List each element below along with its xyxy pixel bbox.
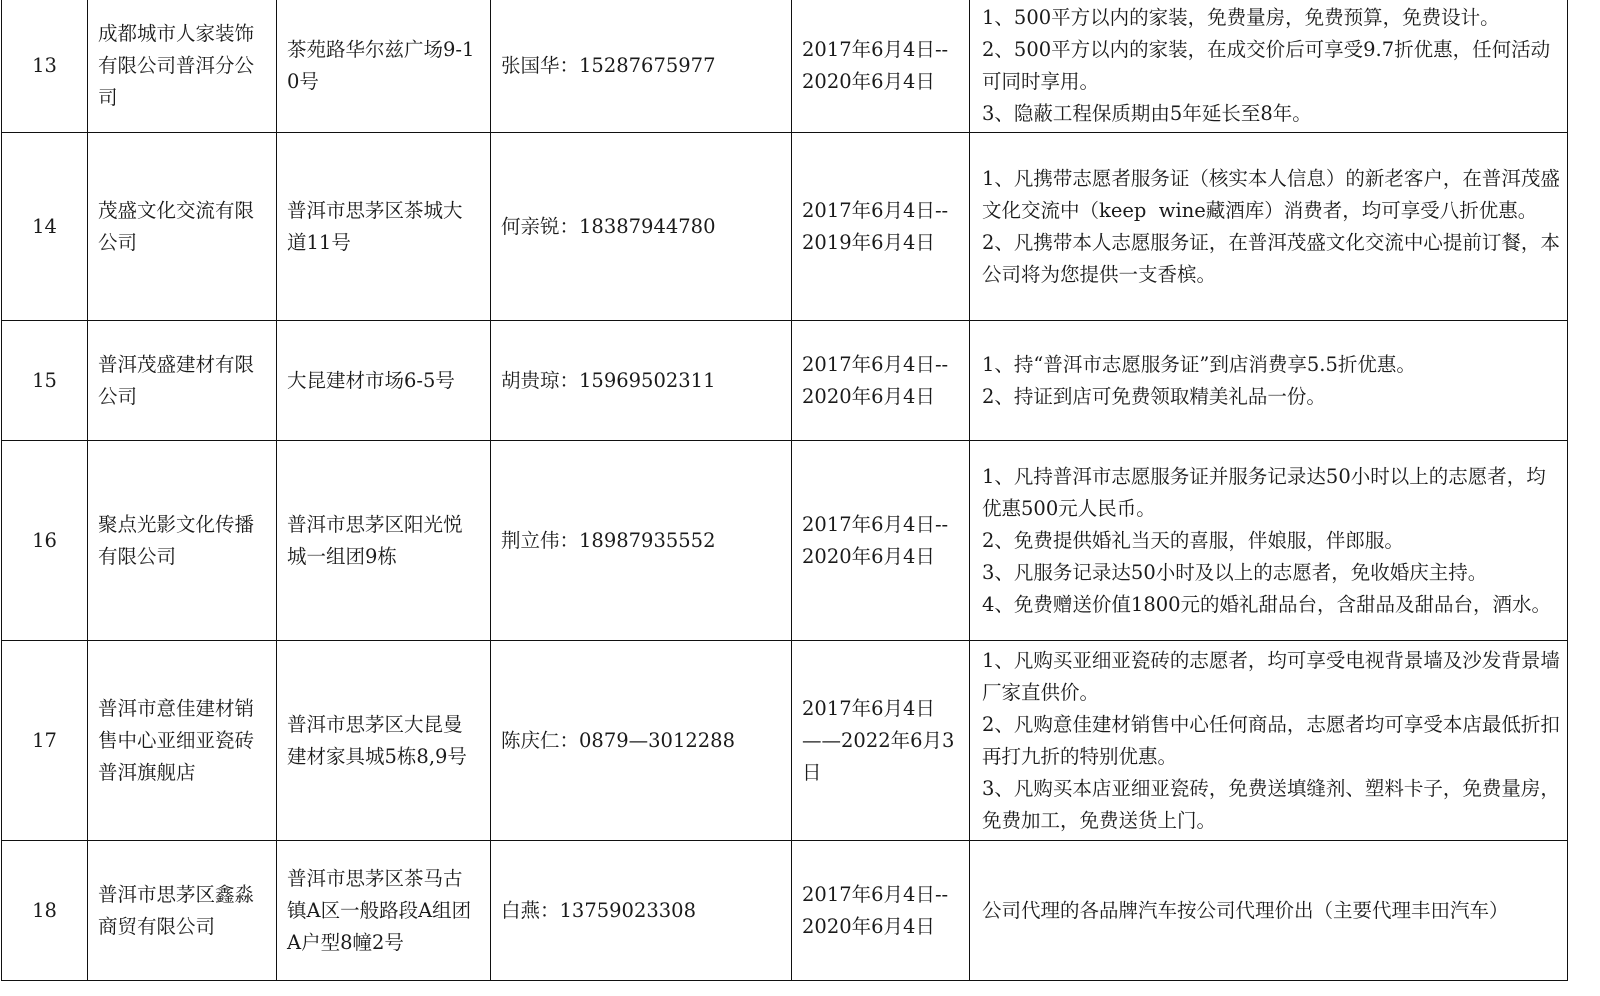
company-name: 普洱茂盛建材有限公司 — [88, 321, 277, 441]
company-name: 普洱市思茅区鑫淼商贸有限公司 — [88, 841, 277, 981]
address: 大昆建材市场6-5号 — [277, 321, 491, 441]
validity-period: 2017年6月4日--2020年6月4日 — [792, 441, 970, 641]
row-number: 13 — [2, 0, 88, 133]
contact-info: 张国华：15287675977 — [491, 0, 792, 133]
table-row — [2, 133, 1568, 321]
validity-period: 2017年6月4日--2020年6月4日 — [792, 841, 970, 981]
address: 普洱市思茅区茶马古镇A区一般路段A组团A户型8幢2号 — [277, 841, 491, 981]
company-name: 茂盛文化交流有限公司 — [88, 133, 277, 321]
table-row — [2, 641, 1568, 841]
validity-period: 2017年6月4日--2020年6月4日 — [792, 321, 970, 441]
contact-info: 荆立伟：18987935552 — [491, 441, 792, 641]
benefit-item: 1、凡购买亚细亚瓷砖的志愿者，均可享受电视背景墙及沙发背景墙厂家直供价。 — [982, 648, 1560, 704]
benefit-item: 公司代理的各品牌汽车按公司代理价出（主要代理丰田汽车） — [982, 898, 1509, 922]
benefit-item: 3、凡服务记录达50小时及以上的志愿者，免收婚庆主持。 — [982, 560, 1488, 584]
company-name: 聚点光影文化传播有限公司 — [88, 441, 277, 641]
merchant-discount-table — [1, 0, 1568, 981]
table-row — [2, 321, 1568, 441]
validity-period: 2017年6月4日——2022年6月3日 — [792, 641, 970, 841]
benefits-cell — [970, 441, 1568, 641]
benefits-cell — [970, 0, 1568, 133]
benefit-item: 4、免费赠送价值1800元的婚礼甜品台，含甜品及甜品台，酒水。 — [982, 592, 1552, 616]
contact-info: 白燕：13759023308 — [491, 841, 792, 981]
row-number: 16 — [2, 441, 88, 641]
table-row — [2, 841, 1568, 981]
benefit-item: 2、凡购意佳建材销售中心任何商品，志愿者均可享受本店最低折扣再打九折的特别优惠。 — [982, 712, 1560, 768]
table-row — [2, 0, 1568, 133]
contact-info: 胡贵琼：15969502311 — [491, 321, 792, 441]
row-number: 18 — [2, 841, 88, 981]
row-number: 17 — [2, 641, 88, 841]
validity-period: 2017年6月4日--2019年6月4日 — [792, 133, 970, 321]
table-body — [2, 0, 1568, 981]
benefit-item: 1、500平方以内的家装，免费量房，免费预算，免费设计。 — [982, 5, 1500, 29]
validity-period: 2017年6月4日--2020年6月4日 — [792, 0, 970, 133]
benefit-item: 2、凡携带本人志愿服务证，在普洱茂盛文化交流中心提前订餐，本公司将为您提供一支香槟。 — [982, 230, 1560, 286]
benefits-cell — [970, 321, 1568, 441]
benefits-cell — [970, 133, 1568, 321]
benefit-item: 2、持证到店可免费领取精美礼品一份。 — [982, 384, 1326, 408]
benefit-item: 3、隐蔽工程保质期由5年延长至8年。 — [982, 101, 1312, 125]
address: 茶苑路华尔兹广场9-10号 — [277, 0, 491, 133]
address: 普洱市思茅区大昆曼建材家具城5栋8,9号 — [277, 641, 491, 841]
benefits-cell — [970, 841, 1568, 981]
benefit-item: 1、持“普洱市志愿服务证”到店消费享5.5折优惠。 — [982, 352, 1416, 376]
benefit-item: 1、凡持普洱市志愿服务证并服务记录达50小时以上的志愿者，均优惠500元人民币。 — [982, 464, 1546, 520]
contact-info: 何亲锐：18387944780 — [491, 133, 792, 321]
contact-info: 陈庆仁：0879—3012288 — [491, 641, 792, 841]
table-row — [2, 441, 1568, 641]
benefit-item: 2、免费提供婚礼当天的喜服，伴娘服，伴郎服。 — [982, 528, 1404, 552]
row-number: 14 — [2, 133, 88, 321]
benefit-item: 1、凡携带志愿者服务证（核实本人信息）的新老客户，在普洱茂盛文化交流中（keep wine藏酒库）消费者，均可享受八折优惠。 — [982, 166, 1560, 222]
address: 普洱市思茅区阳光悦城一组团9栋 — [277, 441, 491, 641]
company-name: 普洱市意佳建材销售中心亚细亚瓷砖普洱旗舰店 — [88, 641, 277, 841]
address: 普洱市思茅区茶城大道11号 — [277, 133, 491, 321]
benefits-cell — [970, 641, 1568, 841]
row-number: 15 — [2, 321, 88, 441]
benefit-item: 2、500平方以内的家装，在成交价后可享受9.7折优惠，任何活动可同时享用。 — [982, 37, 1551, 93]
company-name: 成都城市人家装饰有限公司普洱分公司 — [88, 0, 277, 133]
benefit-item: 3、凡购买本店亚细亚瓷砖，免费送填缝剂、塑料卡子，免费量房，免费加工，免费送货上门。 — [982, 776, 1560, 832]
